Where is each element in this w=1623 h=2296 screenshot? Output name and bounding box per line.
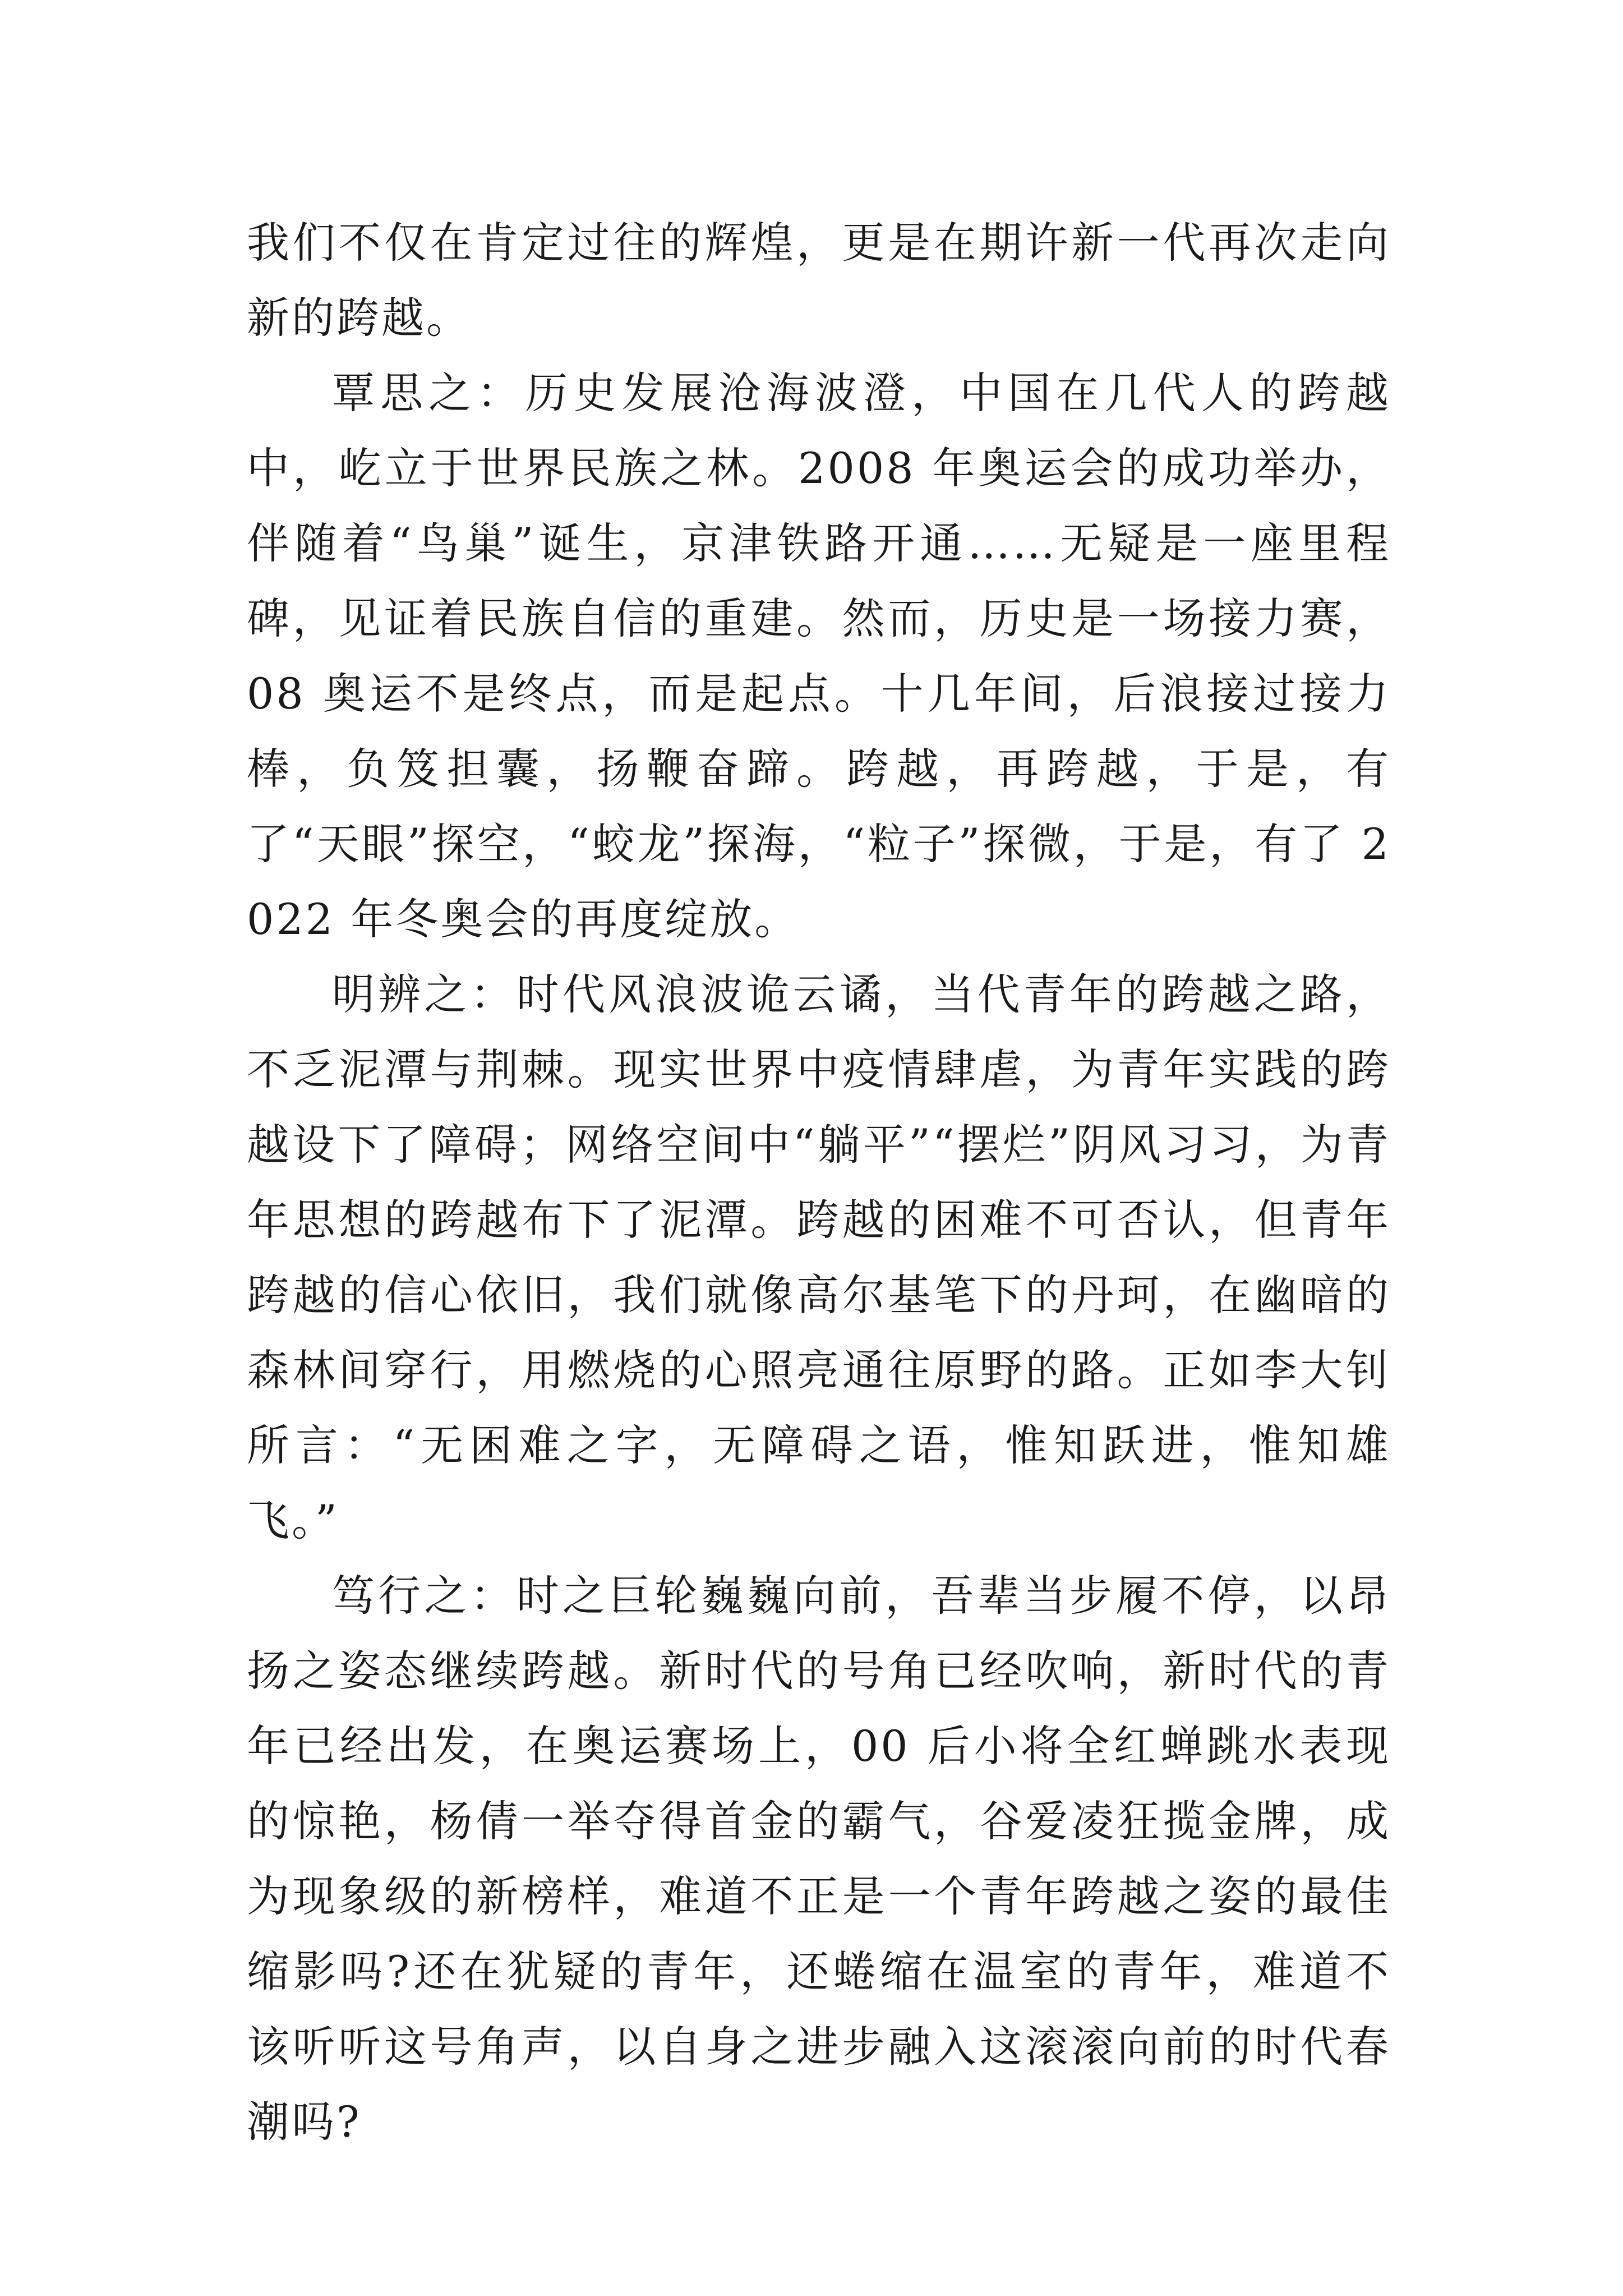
essay-body <box>247 205 1391 2160</box>
paragraph-continuation: 我们不仅在肯定过往的辉煌，更是在期许新一代再次走向新的跨越。 <box>247 218 1391 343</box>
paragraph-action: 笃行之：时之巨轮巍巍向前，吾辈当步履不停，以昂扬之姿态继续跨越。新时代的号角已经吹响，新时代的青年已经出发，在奥运赛场上，00 后小将全红蝉跳水表现的惊艳，杨倩一举夺得首金的霸气，谷爱凌狂揽金牌，成为现象级的新榜样，难道不正是一个青年跨越之姿的最佳缩影吗?还在犹疑的青年，还蜷缩在温室的青年，难道不该听听这号角声，以自身之进步融入这滚滚向前的时代春潮吗? <box>247 1571 1391 2147</box>
paragraph-reflection: 覃思之：历史发展沧海波澄，中国在几代人的跨越中，屹立于世界民族之林。2008 年奥运会的成功举办，伴随着“鸟巢”诞生，京津铁路开通……无疑是一座里程碑，见证着民族自信的重建。然而，历史是一场接力赛，08 奥运不是终点，而是起点。十几年间，后浪接过接力棒，负笈担囊，扬鞭奋蹄。跨越，再跨越，于是，有了“天眼”探空，“蛟龙”探海，“粒子”探微，于是，有了 2022 年冬奥会的再度绽放。 <box>247 368 1391 944</box>
paragraph-discernment: 明辨之：时代风浪波诡云谲，当代青年的跨越之路，不乏泥潭与荆棘。现实世界中疫情肆虐，为青年实践的跨越设下了障碍；网络空间中“躺平”“摆烂”阴风习习，为青年思想的跨越布下了泥潭。跨越的困难不可否认，但青年跨越的信心依旧，我们就像高尔基笔下的丹珂，在幽暗的森林间穿行，用燃烧的心照亮通往原野的路。正如李大钊所言：“无困难之字，无障碍之语，惟知跃进，惟知雄飞。” <box>247 969 1391 1545</box>
